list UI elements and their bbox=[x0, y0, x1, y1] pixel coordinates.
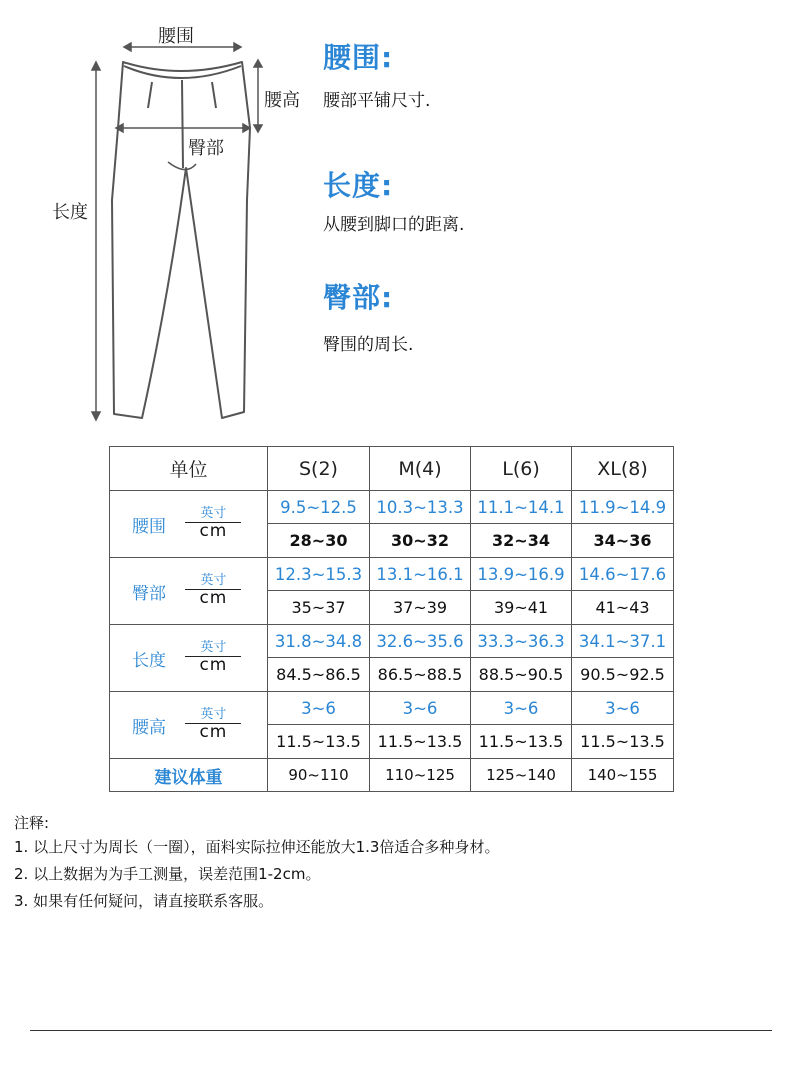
unit-cm-label: cm bbox=[199, 654, 228, 675]
table-cell: 34~36 bbox=[572, 524, 674, 558]
definition-text-hip: 臀围的周长. bbox=[323, 335, 414, 355]
table-cell: 140~155 bbox=[572, 759, 674, 792]
note-item-3: 3. 如果有任何疑问，请直接联系客服。 bbox=[14, 892, 274, 910]
table-cell: 35~37 bbox=[268, 591, 370, 625]
row-label: 长度 bbox=[132, 650, 166, 671]
unit-cm-label: cm bbox=[199, 587, 228, 608]
table-cell: 90~110 bbox=[268, 759, 370, 792]
table-cell: 14.6~17.6 bbox=[572, 558, 674, 591]
bottom-divider bbox=[30, 1030, 772, 1031]
unit-stack bbox=[185, 641, 241, 674]
table-cell: 11.5~13.5 bbox=[471, 725, 572, 759]
table-cell: 3~6 bbox=[268, 692, 370, 725]
table-cell: 34.1~37.1 bbox=[572, 625, 674, 658]
definition-text-length: 从腰到脚口的距离. bbox=[323, 215, 465, 235]
row-header-hip bbox=[110, 558, 268, 625]
size-header-s: S(2) bbox=[268, 447, 370, 491]
table-cell: 3~6 bbox=[572, 692, 674, 725]
definition-title-hip: 臀部: bbox=[323, 281, 394, 314]
row-header-waist bbox=[110, 491, 268, 558]
table-cell: 11.9~14.9 bbox=[572, 491, 674, 524]
pants-diagram bbox=[0, 0, 320, 440]
unit-cm-label: cm bbox=[199, 520, 228, 541]
table-cell: 11.5~13.5 bbox=[572, 725, 674, 759]
size-header-m: M(4) bbox=[370, 447, 471, 491]
table-cell: 13.1~16.1 bbox=[370, 558, 471, 591]
diagram-label-waist: 腰围 bbox=[158, 26, 194, 47]
definition-title-waist: 腰围: bbox=[323, 41, 394, 74]
definition-title-length: 长度: bbox=[323, 169, 394, 202]
table-cell: 84.5~86.5 bbox=[268, 658, 370, 692]
note-item-2: 2. 以上数据为为手工测量，误差范围1-2cm。 bbox=[14, 865, 321, 883]
table-cell: 88.5~90.5 bbox=[471, 658, 572, 692]
diagram-label-length: 长度 bbox=[52, 202, 88, 223]
table-cell: 11.5~13.5 bbox=[370, 725, 471, 759]
size-chart-table bbox=[109, 446, 674, 792]
table-cell: 3~6 bbox=[471, 692, 572, 725]
row-header-length bbox=[110, 625, 268, 692]
unit-stack bbox=[185, 507, 241, 540]
table-cell: 32~34 bbox=[471, 524, 572, 558]
table-cell: 90.5~92.5 bbox=[572, 658, 674, 692]
table-row-weight bbox=[110, 759, 674, 792]
table-cell: 10.3~13.3 bbox=[370, 491, 471, 524]
row-label: 腰围 bbox=[132, 516, 166, 537]
table-cell: 39~41 bbox=[471, 591, 572, 625]
table-cell: 11.5~13.5 bbox=[268, 725, 370, 759]
unit-inch-label: 英寸 bbox=[185, 574, 241, 590]
unit-inch-label: 英寸 bbox=[185, 708, 241, 724]
table-cell: 30~32 bbox=[370, 524, 471, 558]
table-cell: 37~39 bbox=[370, 591, 471, 625]
table-row bbox=[110, 558, 674, 591]
table-cell: 28~30 bbox=[268, 524, 370, 558]
row-label: 臀部 bbox=[132, 583, 166, 604]
notes-title: 注释: bbox=[14, 814, 50, 832]
diagram-label-hip: 臀部 bbox=[188, 138, 224, 159]
table-cell: 32.6~35.6 bbox=[370, 625, 471, 658]
table-cell: 110~125 bbox=[370, 759, 471, 792]
table-row bbox=[110, 491, 674, 524]
table-row bbox=[110, 692, 674, 725]
unit-stack bbox=[185, 574, 241, 607]
unit-cm-label: cm bbox=[199, 721, 228, 742]
table-cell: 33.3~36.3 bbox=[471, 625, 572, 658]
size-header-l: L(6) bbox=[471, 447, 572, 491]
table-cell: 41~43 bbox=[572, 591, 674, 625]
unit-inch-label: 英寸 bbox=[185, 507, 241, 523]
weight-label: 建议体重 bbox=[110, 759, 268, 792]
table-cell: 31.8~34.8 bbox=[268, 625, 370, 658]
pants-outline-graphic bbox=[0, 0, 320, 440]
diagram-label-rise: 腰高 bbox=[264, 90, 300, 111]
unit-stack bbox=[185, 708, 241, 741]
unit-inch-label: 英寸 bbox=[185, 641, 241, 657]
unit-header: 单位 bbox=[110, 447, 268, 491]
table-cell: 86.5~88.5 bbox=[370, 658, 471, 692]
table-header-row bbox=[110, 447, 674, 491]
row-label: 腰高 bbox=[132, 717, 166, 738]
size-header-xl: XL(8) bbox=[572, 447, 674, 491]
table-cell: 12.3~15.3 bbox=[268, 558, 370, 591]
note-item-1: 1. 以上尺寸为周长（一圈），面料实际拉伸还能放大1.3倍适合多种身材。 bbox=[14, 838, 500, 856]
table-cell: 125~140 bbox=[471, 759, 572, 792]
table-cell: 13.9~16.9 bbox=[471, 558, 572, 591]
table-cell: 9.5~12.5 bbox=[268, 491, 370, 524]
table-cell: 11.1~14.1 bbox=[471, 491, 572, 524]
table-row bbox=[110, 625, 674, 658]
row-header-rise bbox=[110, 692, 268, 759]
table-cell: 3~6 bbox=[370, 692, 471, 725]
definition-text-waist: 腰部平铺尺寸. bbox=[323, 91, 431, 111]
